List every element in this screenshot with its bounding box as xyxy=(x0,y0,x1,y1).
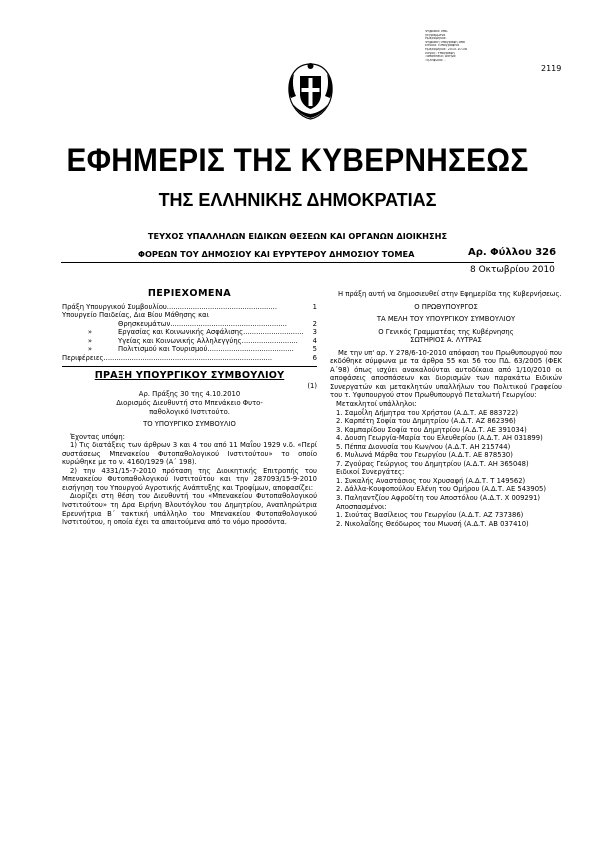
left-column xyxy=(62,290,317,527)
toc-item[interactable] xyxy=(62,337,317,346)
toc-ditto-mark: » xyxy=(87,328,93,337)
act-subject: Διορισμός Διευθυντή στο Μπενάκειο Φυτο-παθολογικό Ινστιτούτο. xyxy=(116,399,263,416)
council-members-title: ΤΑ ΜΕΛΗ ΤΟΥ ΥΠΟΥΡΓΙΚΟΥ ΣΥΜΒΟΥΛΙΟΥ xyxy=(376,315,516,324)
toc-leader: .............................................................................. xyxy=(103,353,273,362)
toc-item[interactable] xyxy=(62,320,317,329)
toc-item[interactable] xyxy=(62,345,317,354)
page-number: 2119 xyxy=(541,64,562,73)
issue-number: Αρ. Φύλλου 326 xyxy=(468,247,557,258)
list-item: 3. Παληαντζίου Αφροδίτη του Αποστόλου (Α.Δ.Τ. Χ 009291) xyxy=(336,494,541,503)
stamp-line: Τοποθεσία: Αθήνα xyxy=(425,55,456,59)
toc-page: 5 xyxy=(312,345,317,354)
act-paragraph: 1) Τις διατάξεις των άρθρων 3 και 4 του από 11 Μαΐου 1929 ν.δ. «Περί συστάσεως Μπενακείου Φυτοπαθολογικού Ινστιτούτου» το οποίο κυρώθηκε με το ν. 4160/1929 (Α΄ 198). xyxy=(62,441,317,467)
list-item: 1. Σαμοΐλη Δήμητρα του Χρήστου (Α.Δ.Τ. ΑΕ 883722) xyxy=(336,408,519,417)
act-heading: ΠΡΑΞΗ ΥΠΟΥΡΓΙΚΟΥ ΣΥΜΒΟΥΛΙΟΥ xyxy=(94,370,285,382)
stamp-line: Λόγος: Υπογραφή xyxy=(425,51,455,55)
stamp-line: Ψηφιακά υπο- xyxy=(425,30,449,33)
coat-of-arms-icon xyxy=(283,60,338,122)
toc-leader: ........................................ xyxy=(207,345,294,354)
toc-leader: .......................... xyxy=(241,336,298,345)
act-paragraph: 2) την 4331/15-7-2010 πρόταση της Διοικητικής Επιτροπής του Μπενακείου Φυτοπαθολογικού Ινστιτούτου και την 287093/15-9-2010 εισήγηση του Υπουργού Αγροτικής Ανάπτυξης και Τροφίμων, αποφασίζει: xyxy=(62,466,317,492)
toc-item-label: Πολιτισμού και Τουρισμού xyxy=(118,345,208,354)
contents-divider xyxy=(62,366,317,367)
contents-heading: ΠΕΡΙΕΧΟΜΕΝΑ xyxy=(147,288,232,299)
toc-item[interactable] xyxy=(62,328,317,337)
publication-order: Η πράξη αυτή να δημοσιευθεί στην Εφημερίδα της Κυβερνήσεως. xyxy=(338,290,562,298)
stamp-line: Τηλέφωνο: - xyxy=(425,58,446,62)
list-item: 3. Καμπαρίδου Σοφία του Δημητρίου (Α.Δ.Τ. ΑΕ 391034) xyxy=(336,425,527,434)
gazette-subtitle: ΤΗΣ ΕΛΛΗΝΙΚΗΣ ΔΗΜΟΚΡΑΤΙΑΣ xyxy=(158,190,437,210)
stamp-line: Ημερομηνία: xyxy=(425,37,447,41)
toc-page: 2 xyxy=(312,319,317,328)
list-item: 4. Δουση Γεωργία-Μαρία του Ελευθερίου (Α.Δ.Τ. ΑΗ 031899) xyxy=(336,434,543,443)
list-item: 7. Ζγούρας Γεώργιος του Δημητρίου (Α.Δ.Τ. ΑΗ 365048) xyxy=(336,459,529,468)
toc-leader: ............................ xyxy=(243,328,304,337)
toc-leader: ...................................................... xyxy=(170,319,287,328)
digital-signature-stamp xyxy=(425,30,487,62)
toc-page: 4 xyxy=(312,336,317,345)
list-item: 6. Μυλωνά Μάρθα του Γεωργίου (Α.Δ.Τ. ΑΕ 878530) xyxy=(336,451,513,460)
considering-label: Έχοντας υπόψη: xyxy=(70,432,125,441)
group-label: Αποσπασμένοι: xyxy=(336,502,387,511)
group-label: Ειδικοί Συνεργάτες: xyxy=(336,468,405,477)
toc-page: 6 xyxy=(312,353,317,362)
act-number: Αρ. Πράξης 30 της 4.10.2010 xyxy=(138,390,241,399)
toc-item[interactable] xyxy=(62,303,317,312)
council-heading: ΤΟ ΥΠΟΥΡΓΙΚΟ ΣΥΜΒΟΥΛΙΟ xyxy=(143,420,236,429)
list-item: 1. Σιούτας Βασίλειος του Γεωργίου (Α.Δ.Τ. ΑΖ 737386) xyxy=(336,511,524,520)
toc-item-label: Θρησκευμάτων xyxy=(118,319,171,328)
stamp-line: γεγραμμένο xyxy=(425,33,446,37)
toc-item-label: Πράξη Υπουργικού Συμβουλίου xyxy=(62,302,167,311)
group-label: Μετακλητοί υπάλληλοι: xyxy=(336,400,417,409)
stamp-line: Εθνικό Τυπογραφείο xyxy=(425,44,460,48)
toc-item-label: Υγείας και Κοινωνικής Αλληλεγγύης xyxy=(118,336,242,345)
toc-page: 3 xyxy=(312,328,317,337)
right-column xyxy=(330,290,562,528)
toc-ditto-mark: » xyxy=(87,345,93,354)
header-divider xyxy=(61,262,554,263)
list-item: 2. Νικολαΐδης Θεόδωρος του Μωυσή (Α.Δ.Τ. ΑΒ 037410) xyxy=(336,519,529,528)
toc-ditto-mark: » xyxy=(87,336,93,345)
stamp-line: Ημερομηνία: 2010.10.08 xyxy=(425,47,467,51)
issue-date: 8 Οκτωβρίου 2010 xyxy=(470,265,555,275)
act-decision: Διορίζει στη θέση του Διευθυντή του «Μπενακείου Φυτοπαθολογικού Ινστιτούτου» τη Δρα Ειρήνη Βλουτόγλου του Δημητρίου, Αναπληρώτρια Ερευνήτρια Β΄ τακτική υπάλληλο του Μπενακείου Φυτοπαθολογικού Ινστιτούτου, η οποία έχει τα απαιτούμενα από το νόμο προσόντα. xyxy=(62,492,317,527)
series-line-1: ΤΕΥΧΟΣ ΥΠΑΛΛΗΛΩΝ ΕΙΔΙΚΩΝ ΘΕΣΕΩΝ ΚΑΙ ΟΡΓΑΝΩΝ ΔΙΟΙΚΗΣΗΣ xyxy=(147,231,448,241)
gazette-title: ΕΦΗΜΕΡΙΣ ΤΗΣ ΚΥΒΕΡΝΗΣΕΩΣ xyxy=(66,142,529,178)
toc-leader: ................................................... xyxy=(166,302,277,311)
toc-item[interactable] xyxy=(62,311,317,320)
toc-item-label: Υπουργείο Παιδείας, Δια Βίου Μάθησης και xyxy=(62,311,209,320)
secretary-name: ΣΩΤΗΡΙΟΣ Α. ΛΥΤΡΑΣ xyxy=(410,336,482,345)
list-item: 5. Πέππα Διονυσία του Κων/νου (Α.Δ.Τ. ΑΗ 215744) xyxy=(336,442,511,451)
decision-text: Με την υπ' αρ. Υ 278/6-10-2010 απόφαση του Πρωθυπουργού που εκδόθηκε σύμφωνα με τα άρθρα 55 και 56 του ΠΔ. 63/2005 (ΦΕΚ Α΄98) όπως ισχύει ανακαλούνται αυτοδίκαια από 1/10/2010 οι αποφάσεις αποσπάσεων και διορισμών των παρακάτω Ειδικών Συνεργατών και μετακλητών υπαλλήλων του Πολιτικού Γραφείου του τ. Υφυπουργού στον Πρωθυπουργό Πεταλωτή Γεωργίου: xyxy=(330,348,562,400)
list-item: 2. Δάλλα-Κουφοπούλου Ελένη του Ομήρου (Α.Δ.Τ. ΑΕ 543905) xyxy=(336,485,546,494)
list-item: 2. Καρπέτη Σοφία του Δημητρίου (Α.Δ.Τ. ΑΖ 862396) xyxy=(336,417,516,426)
prime-minister-title: Ο ΠΡΩΘΥΠΟΥΡΓΟΣ xyxy=(414,302,478,311)
stamp-line: Ψηφιακή υπογραφή από xyxy=(425,40,465,44)
toc-page: 1 xyxy=(312,302,317,311)
series-line-2: ΦΟΡΕΩΝ ΤΟΥ ΔΗΜΟΣΙΟΥ ΚΑΙ ΕΥΡΥΤΕΡΟΥ ΔΗΜΟΣΙΟΥ ΤΟΜΕΑ xyxy=(138,249,415,259)
secretary-title: Ο Γενικός Γραμματέας της Κυβέρνησης xyxy=(378,327,514,336)
list-item: 1. Συκαλής Αναστάσιος του Χρυσαφή (Α.Δ.Τ. Τ 149562) xyxy=(336,476,526,485)
toc-ditto-mark xyxy=(62,320,118,329)
act-section-number: (1) xyxy=(307,381,317,390)
toc-item-label: Περιφέρειες xyxy=(62,353,104,362)
toc-item-label: Εργασίας και Κοινωνικής Ασφάλισης xyxy=(118,328,244,337)
toc-item[interactable] xyxy=(62,354,317,363)
